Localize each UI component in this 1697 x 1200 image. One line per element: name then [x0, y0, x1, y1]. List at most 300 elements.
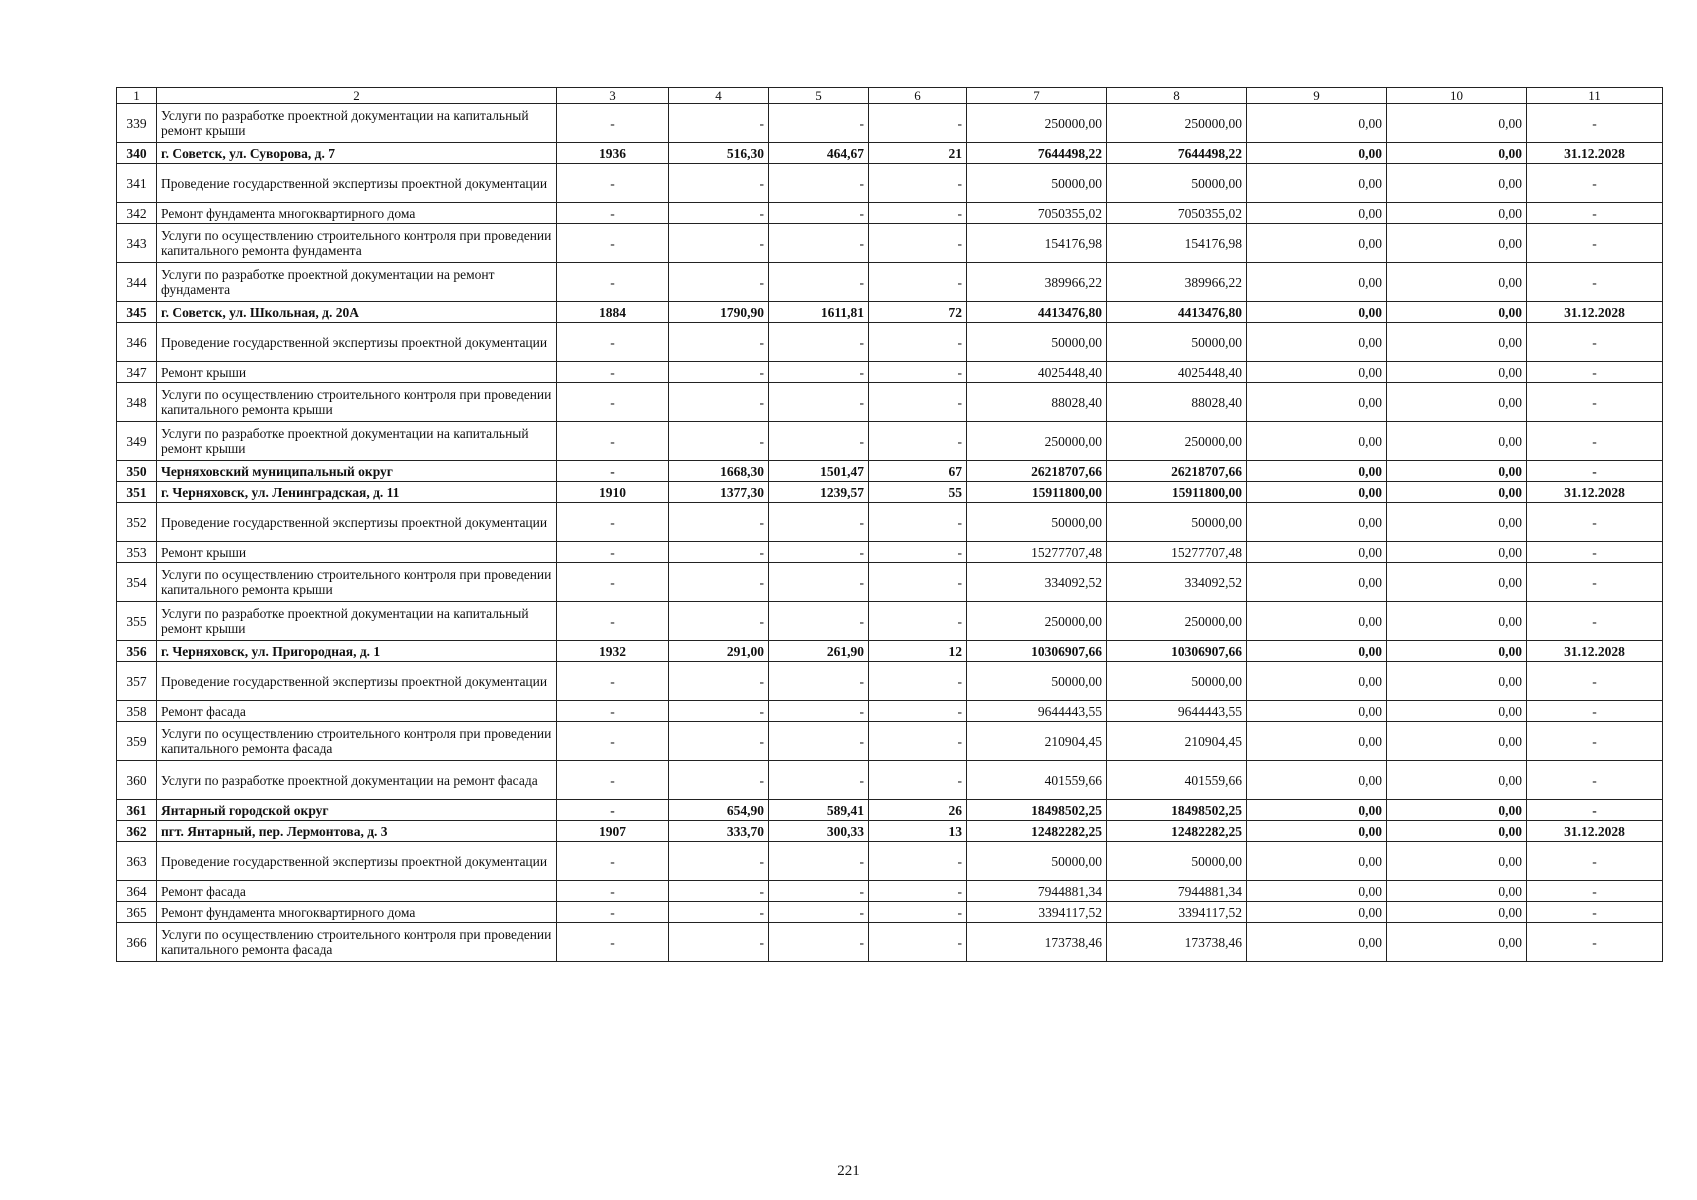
- total-area-cell: 291,00: [669, 641, 769, 662]
- fund-cost-cell: 250000,00: [1107, 602, 1247, 641]
- row-number-cell: 361: [117, 800, 157, 821]
- owners-cost-cell: 0,00: [1387, 821, 1527, 842]
- total-cost-cell: 154176,98: [967, 224, 1107, 263]
- owners-cost-cell: 0,00: [1387, 641, 1527, 662]
- fund-cost-cell: 50000,00: [1107, 842, 1247, 881]
- completion-date-cell: -: [1527, 800, 1663, 821]
- residents-cell: -: [869, 203, 967, 224]
- fund-cost-cell: 3394117,52: [1107, 902, 1247, 923]
- fund-cost-cell: 154176,98: [1107, 224, 1247, 263]
- description-cell: Услуги по осуществлению строительного контроля при проведении капитального ремонта крыши: [157, 563, 557, 602]
- fund-cost-cell: 88028,40: [1107, 383, 1247, 422]
- fund-cost-cell: 50000,00: [1107, 662, 1247, 701]
- budget-cost-cell: 0,00: [1247, 842, 1387, 881]
- owners-cost-cell: 0,00: [1387, 602, 1527, 641]
- table-row-work: [117, 722, 1663, 761]
- completion-date-cell: -: [1527, 461, 1663, 482]
- total-cost-cell: 7944881,34: [967, 881, 1107, 902]
- completion-date-cell: -: [1527, 761, 1663, 800]
- total-cost-cell: 18498502,25: [967, 800, 1107, 821]
- description-cell: г. Советск, ул. Школьная, д. 20А: [157, 302, 557, 323]
- living-area-cell: 261,90: [769, 641, 869, 662]
- total-cost-cell: 3394117,52: [967, 902, 1107, 923]
- completion-date-cell: -: [1527, 923, 1663, 962]
- header-cell: 6: [869, 88, 967, 104]
- total-area-cell: -: [669, 203, 769, 224]
- owners-cost-cell: 0,00: [1387, 722, 1527, 761]
- fund-cost-cell: 389966,22: [1107, 263, 1247, 302]
- living-area-cell: -: [769, 761, 869, 800]
- living-area-cell: -: [769, 902, 869, 923]
- year-cell: -: [557, 881, 669, 902]
- fund-cost-cell: 250000,00: [1107, 422, 1247, 461]
- living-area-cell: -: [769, 383, 869, 422]
- budget-cost-cell: 0,00: [1247, 143, 1387, 164]
- total-area-cell: -: [669, 761, 769, 800]
- description-cell: Услуги по осуществлению строительного контроля при проведении капитального ремонта фундамента: [157, 224, 557, 263]
- year-cell: -: [557, 383, 669, 422]
- total-cost-cell: 10306907,66: [967, 641, 1107, 662]
- header-cell: 2: [157, 88, 557, 104]
- row-number-cell: 340: [117, 143, 157, 164]
- owners-cost-cell: 0,00: [1387, 542, 1527, 563]
- owners-cost-cell: 0,00: [1387, 563, 1527, 602]
- year-cell: -: [557, 800, 669, 821]
- total-area-cell: -: [669, 224, 769, 263]
- table-row-work: [117, 383, 1663, 422]
- fund-cost-cell: 12482282,25: [1107, 821, 1247, 842]
- description-cell: Услуги по разработке проектной документации на капитальный ремонт крыши: [157, 104, 557, 143]
- living-area-cell: -: [769, 542, 869, 563]
- total-area-cell: -: [669, 701, 769, 722]
- living-area-cell: -: [769, 104, 869, 143]
- table-row-object: [117, 800, 1663, 821]
- year-cell: 1907: [557, 821, 669, 842]
- fund-cost-cell: 15277707,48: [1107, 542, 1247, 563]
- fund-cost-cell: 7944881,34: [1107, 881, 1247, 902]
- header-cell: 11: [1527, 88, 1663, 104]
- living-area-cell: 464,67: [769, 143, 869, 164]
- fund-cost-cell: 10306907,66: [1107, 641, 1247, 662]
- owners-cost-cell: 0,00: [1387, 761, 1527, 800]
- living-area-cell: 589,41: [769, 800, 869, 821]
- header-cell: 1: [117, 88, 157, 104]
- residents-cell: -: [869, 542, 967, 563]
- description-cell: Ремонт фасада: [157, 701, 557, 722]
- fund-cost-cell: 334092,52: [1107, 563, 1247, 602]
- owners-cost-cell: 0,00: [1387, 302, 1527, 323]
- fund-cost-cell: 15911800,00: [1107, 482, 1247, 503]
- year-cell: -: [557, 602, 669, 641]
- total-cost-cell: 12482282,25: [967, 821, 1107, 842]
- owners-cost-cell: 0,00: [1387, 482, 1527, 503]
- total-cost-cell: 15277707,48: [967, 542, 1107, 563]
- budget-cost-cell: 0,00: [1247, 902, 1387, 923]
- year-cell: -: [557, 263, 669, 302]
- completion-date-cell: -: [1527, 203, 1663, 224]
- capital-repair-table: [116, 87, 1663, 962]
- living-area-cell: -: [769, 263, 869, 302]
- table-row-work: [117, 761, 1663, 800]
- living-area-cell: -: [769, 503, 869, 542]
- total-area-cell: -: [669, 503, 769, 542]
- year-cell: -: [557, 323, 669, 362]
- description-cell: Янтарный городской округ: [157, 800, 557, 821]
- living-area-cell: -: [769, 602, 869, 641]
- total-cost-cell: 50000,00: [967, 842, 1107, 881]
- year-cell: -: [557, 503, 669, 542]
- table-row-work: [117, 164, 1663, 203]
- description-cell: Черняховский муниципальный округ: [157, 461, 557, 482]
- row-number-cell: 357: [117, 662, 157, 701]
- total-area-cell: -: [669, 362, 769, 383]
- header-cell: 10: [1387, 88, 1527, 104]
- residents-cell: -: [869, 362, 967, 383]
- description-cell: Проведение государственной экспертизы проектной документации: [157, 662, 557, 701]
- residents-cell: -: [869, 503, 967, 542]
- living-area-cell: -: [769, 224, 869, 263]
- description-cell: Услуги по разработке проектной документации на ремонт фасада: [157, 761, 557, 800]
- table-row-work: [117, 263, 1663, 302]
- owners-cost-cell: 0,00: [1387, 842, 1527, 881]
- residents-cell: -: [869, 383, 967, 422]
- description-cell: Услуги по разработке проектной документации на ремонт фундамента: [157, 263, 557, 302]
- owners-cost-cell: 0,00: [1387, 902, 1527, 923]
- row-number-cell: 348: [117, 383, 157, 422]
- table-row-work: [117, 701, 1663, 722]
- year-cell: -: [557, 104, 669, 143]
- fund-cost-cell: 210904,45: [1107, 722, 1247, 761]
- residents-cell: 67: [869, 461, 967, 482]
- completion-date-cell: -: [1527, 902, 1663, 923]
- residents-cell: 26: [869, 800, 967, 821]
- description-cell: Проведение государственной экспертизы проектной документации: [157, 503, 557, 542]
- residents-cell: 55: [869, 482, 967, 503]
- owners-cost-cell: 0,00: [1387, 164, 1527, 203]
- total-cost-cell: 4025448,40: [967, 362, 1107, 383]
- table-row-work: [117, 881, 1663, 902]
- description-cell: пгт. Янтарный, пер. Лермонтова, д. 3: [157, 821, 557, 842]
- table-row-object: [117, 482, 1663, 503]
- budget-cost-cell: 0,00: [1247, 224, 1387, 263]
- completion-date-cell: -: [1527, 104, 1663, 143]
- column-number-header-row: [117, 88, 1663, 104]
- owners-cost-cell: 0,00: [1387, 503, 1527, 542]
- living-area-cell: -: [769, 881, 869, 902]
- completion-date-cell: -: [1527, 722, 1663, 761]
- residents-cell: -: [869, 224, 967, 263]
- residents-cell: 72: [869, 302, 967, 323]
- table-row-work: [117, 104, 1663, 143]
- residents-cell: -: [869, 923, 967, 962]
- year-cell: -: [557, 422, 669, 461]
- residents-cell: -: [869, 701, 967, 722]
- description-cell: Ремонт фасада: [157, 881, 557, 902]
- total-cost-cell: 7644498,22: [967, 143, 1107, 164]
- table-row-work: [117, 602, 1663, 641]
- living-area-cell: -: [769, 164, 869, 203]
- description-cell: Услуги по разработке проектной документации на капитальный ремонт крыши: [157, 602, 557, 641]
- living-area-cell: -: [769, 722, 869, 761]
- budget-cost-cell: 0,00: [1247, 164, 1387, 203]
- row-number-cell: 363: [117, 842, 157, 881]
- budget-cost-cell: 0,00: [1247, 461, 1387, 482]
- total-cost-cell: 173738,46: [967, 923, 1107, 962]
- residents-cell: 21: [869, 143, 967, 164]
- year-cell: -: [557, 923, 669, 962]
- row-number-cell: 345: [117, 302, 157, 323]
- total-area-cell: -: [669, 104, 769, 143]
- fund-cost-cell: 18498502,25: [1107, 800, 1247, 821]
- owners-cost-cell: 0,00: [1387, 383, 1527, 422]
- total-cost-cell: 88028,40: [967, 383, 1107, 422]
- year-cell: -: [557, 902, 669, 923]
- description-cell: Услуги по осуществлению строительного контроля при проведении капитального ремонта фасада: [157, 722, 557, 761]
- year-cell: -: [557, 224, 669, 263]
- completion-date-cell: -: [1527, 662, 1663, 701]
- description-cell: Проведение государственной экспертизы проектной документации: [157, 164, 557, 203]
- row-number-cell: 355: [117, 602, 157, 641]
- owners-cost-cell: 0,00: [1387, 362, 1527, 383]
- residents-cell: -: [869, 323, 967, 362]
- year-cell: 1932: [557, 641, 669, 662]
- total-cost-cell: 334092,52: [967, 563, 1107, 602]
- row-number-cell: 366: [117, 923, 157, 962]
- total-area-cell: 1668,30: [669, 461, 769, 482]
- owners-cost-cell: 0,00: [1387, 203, 1527, 224]
- budget-cost-cell: 0,00: [1247, 701, 1387, 722]
- year-cell: 1936: [557, 143, 669, 164]
- total-cost-cell: 250000,00: [967, 422, 1107, 461]
- completion-date-cell: 31.12.2028: [1527, 641, 1663, 662]
- table-row-work: [117, 923, 1663, 962]
- total-cost-cell: 9644443,55: [967, 701, 1107, 722]
- fund-cost-cell: 173738,46: [1107, 923, 1247, 962]
- residents-cell: -: [869, 902, 967, 923]
- description-cell: Услуги по осуществлению строительного контроля при проведении капитального ремонта крыши: [157, 383, 557, 422]
- completion-date-cell: -: [1527, 542, 1663, 563]
- budget-cost-cell: 0,00: [1247, 104, 1387, 143]
- year-cell: 1884: [557, 302, 669, 323]
- row-number-cell: 358: [117, 701, 157, 722]
- completion-date-cell: -: [1527, 503, 1663, 542]
- year-cell: -: [557, 722, 669, 761]
- row-number-cell: 349: [117, 422, 157, 461]
- total-cost-cell: 26218707,66: [967, 461, 1107, 482]
- living-area-cell: 1239,57: [769, 482, 869, 503]
- table-row-work: [117, 224, 1663, 263]
- living-area-cell: 1501,47: [769, 461, 869, 482]
- fund-cost-cell: 50000,00: [1107, 503, 1247, 542]
- table-row-work: [117, 362, 1663, 383]
- living-area-cell: -: [769, 203, 869, 224]
- owners-cost-cell: 0,00: [1387, 662, 1527, 701]
- budget-cost-cell: 0,00: [1247, 542, 1387, 563]
- row-number-cell: 359: [117, 722, 157, 761]
- total-area-cell: -: [669, 722, 769, 761]
- completion-date-cell: -: [1527, 224, 1663, 263]
- total-area-cell: -: [669, 923, 769, 962]
- fund-cost-cell: 7050355,02: [1107, 203, 1247, 224]
- total-area-cell: -: [669, 323, 769, 362]
- living-area-cell: 1611,81: [769, 302, 869, 323]
- owners-cost-cell: 0,00: [1387, 701, 1527, 722]
- total-area-cell: -: [669, 662, 769, 701]
- budget-cost-cell: 0,00: [1247, 503, 1387, 542]
- budget-cost-cell: 0,00: [1247, 563, 1387, 602]
- year-cell: -: [557, 203, 669, 224]
- year-cell: 1910: [557, 482, 669, 503]
- total-area-cell: -: [669, 602, 769, 641]
- total-area-cell: 654,90: [669, 800, 769, 821]
- owners-cost-cell: 0,00: [1387, 461, 1527, 482]
- description-cell: Услуги по разработке проектной документации на капитальный ремонт крыши: [157, 422, 557, 461]
- owners-cost-cell: 0,00: [1387, 143, 1527, 164]
- total-area-cell: -: [669, 902, 769, 923]
- budget-cost-cell: 0,00: [1247, 761, 1387, 800]
- total-area-cell: -: [669, 842, 769, 881]
- completion-date-cell: -: [1527, 263, 1663, 302]
- row-number-cell: 351: [117, 482, 157, 503]
- residents-cell: -: [869, 563, 967, 602]
- row-number-cell: 346: [117, 323, 157, 362]
- total-cost-cell: 15911800,00: [967, 482, 1107, 503]
- budget-cost-cell: 0,00: [1247, 662, 1387, 701]
- budget-cost-cell: 0,00: [1247, 362, 1387, 383]
- row-number-cell: 343: [117, 224, 157, 263]
- total-cost-cell: 401559,66: [967, 761, 1107, 800]
- completion-date-cell: -: [1527, 563, 1663, 602]
- total-cost-cell: 50000,00: [967, 323, 1107, 362]
- budget-cost-cell: 0,00: [1247, 641, 1387, 662]
- total-cost-cell: 250000,00: [967, 104, 1107, 143]
- total-cost-cell: 250000,00: [967, 602, 1107, 641]
- table-row-object: [117, 302, 1663, 323]
- year-cell: -: [557, 662, 669, 701]
- table-row-work: [117, 422, 1663, 461]
- residents-cell: -: [869, 602, 967, 641]
- budget-cost-cell: 0,00: [1247, 722, 1387, 761]
- header-cell: 3: [557, 88, 669, 104]
- budget-cost-cell: 0,00: [1247, 602, 1387, 641]
- fund-cost-cell: 9644443,55: [1107, 701, 1247, 722]
- row-number-cell: 362: [117, 821, 157, 842]
- page-number: 221: [837, 1163, 860, 1179]
- fund-cost-cell: 4413476,80: [1107, 302, 1247, 323]
- budget-cost-cell: 0,00: [1247, 302, 1387, 323]
- completion-date-cell: -: [1527, 881, 1663, 902]
- residents-cell: 12: [869, 641, 967, 662]
- completion-date-cell: -: [1527, 602, 1663, 641]
- description-cell: Ремонт фундамента многоквартирного дома: [157, 203, 557, 224]
- completion-date-cell: -: [1527, 164, 1663, 203]
- header-cell: 5: [769, 88, 869, 104]
- budget-cost-cell: 0,00: [1247, 800, 1387, 821]
- row-number-cell: 352: [117, 503, 157, 542]
- total-area-cell: -: [669, 263, 769, 302]
- total-cost-cell: 50000,00: [967, 662, 1107, 701]
- row-number-cell: 356: [117, 641, 157, 662]
- owners-cost-cell: 0,00: [1387, 263, 1527, 302]
- row-number-cell: 354: [117, 563, 157, 602]
- total-cost-cell: 50000,00: [967, 503, 1107, 542]
- row-number-cell: 353: [117, 542, 157, 563]
- header-cell: 9: [1247, 88, 1387, 104]
- owners-cost-cell: 0,00: [1387, 224, 1527, 263]
- header-cell: 8: [1107, 88, 1247, 104]
- residents-cell: -: [869, 881, 967, 902]
- owners-cost-cell: 0,00: [1387, 323, 1527, 362]
- owners-cost-cell: 0,00: [1387, 923, 1527, 962]
- description-cell: г. Черняховск, ул. Ленинградская, д. 11: [157, 482, 557, 503]
- owners-cost-cell: 0,00: [1387, 881, 1527, 902]
- living-area-cell: -: [769, 842, 869, 881]
- completion-date-cell: 31.12.2028: [1527, 302, 1663, 323]
- fund-cost-cell: 401559,66: [1107, 761, 1247, 800]
- table-row-work: [117, 563, 1663, 602]
- total-cost-cell: 50000,00: [967, 164, 1107, 203]
- budget-cost-cell: 0,00: [1247, 881, 1387, 902]
- table-row-object: [117, 461, 1663, 482]
- residents-cell: -: [869, 422, 967, 461]
- year-cell: -: [557, 461, 669, 482]
- table-row-work: [117, 203, 1663, 224]
- total-area-cell: -: [669, 164, 769, 203]
- total-area-cell: -: [669, 881, 769, 902]
- residents-cell: -: [869, 722, 967, 761]
- description-cell: Услуги по осуществлению строительного контроля при проведении капитального ремонта фасада: [157, 923, 557, 962]
- year-cell: -: [557, 542, 669, 563]
- total-area-cell: 333,70: [669, 821, 769, 842]
- residents-cell: -: [869, 263, 967, 302]
- year-cell: -: [557, 842, 669, 881]
- living-area-cell: -: [769, 701, 869, 722]
- table-row-object: [117, 641, 1663, 662]
- residents-cell: -: [869, 842, 967, 881]
- total-area-cell: 1790,90: [669, 302, 769, 323]
- row-number-cell: 342: [117, 203, 157, 224]
- row-number-cell: 364: [117, 881, 157, 902]
- budget-cost-cell: 0,00: [1247, 263, 1387, 302]
- total-area-cell: -: [669, 422, 769, 461]
- total-area-cell: 516,30: [669, 143, 769, 164]
- budget-cost-cell: 0,00: [1247, 323, 1387, 362]
- table-row-work: [117, 542, 1663, 563]
- completion-date-cell: 31.12.2028: [1527, 482, 1663, 503]
- residents-cell: -: [869, 761, 967, 800]
- owners-cost-cell: 0,00: [1387, 422, 1527, 461]
- living-area-cell: -: [769, 563, 869, 602]
- budget-cost-cell: 0,00: [1247, 923, 1387, 962]
- completion-date-cell: -: [1527, 362, 1663, 383]
- table-row-object: [117, 821, 1663, 842]
- header-cell: 7: [967, 88, 1107, 104]
- living-area-cell: -: [769, 362, 869, 383]
- completion-date-cell: -: [1527, 842, 1663, 881]
- description-cell: г. Советск, ул. Суворова, д. 7: [157, 143, 557, 164]
- description-cell: Ремонт фундамента многоквартирного дома: [157, 902, 557, 923]
- table-row-work: [117, 323, 1663, 362]
- total-area-cell: 1377,30: [669, 482, 769, 503]
- description-cell: Ремонт крыши: [157, 542, 557, 563]
- residents-cell: -: [869, 104, 967, 143]
- budget-cost-cell: 0,00: [1247, 482, 1387, 503]
- budget-cost-cell: 0,00: [1247, 203, 1387, 224]
- row-number-cell: 365: [117, 902, 157, 923]
- description-cell: г. Черняховск, ул. Пригородная, д. 1: [157, 641, 557, 662]
- total-area-cell: -: [669, 563, 769, 602]
- residents-cell: -: [869, 164, 967, 203]
